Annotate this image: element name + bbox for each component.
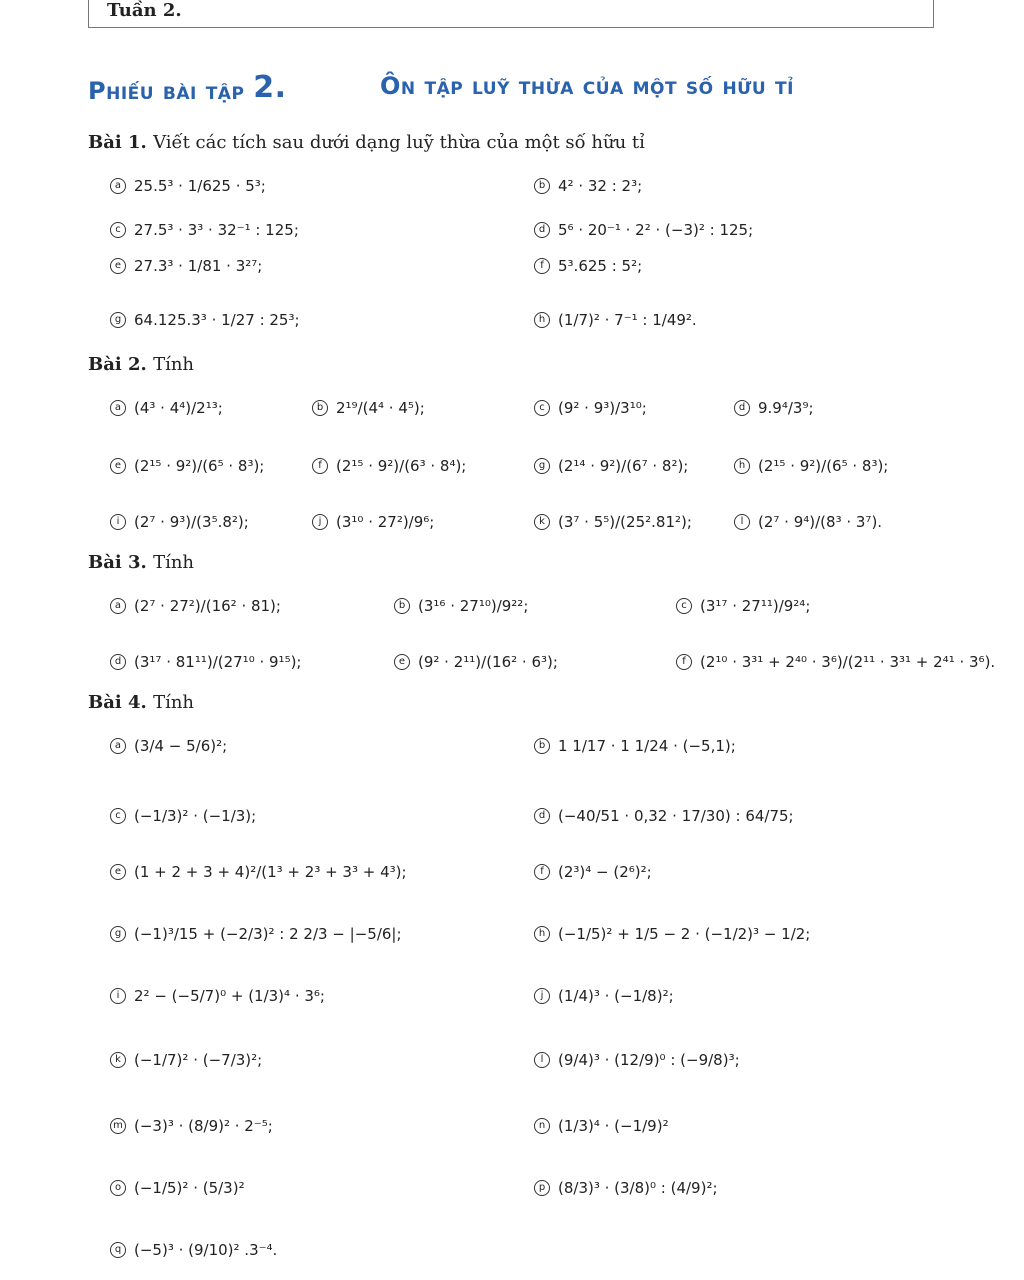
exercise-item [110, 502, 249, 542]
exercise-item [110, 796, 256, 836]
exercise-item [312, 388, 425, 428]
item-letter-badge: h [734, 458, 750, 474]
math-expression: 4² · 32 : 2³; [558, 177, 643, 195]
math-expression: 2¹⁹/(4⁴ · 4⁵); [336, 399, 425, 417]
exercise-item [110, 300, 300, 340]
item-letter-badge: c [676, 598, 692, 614]
math-expression: (2⁷ · 9³)/(3⁵.8²); [134, 513, 249, 531]
exercise-item [110, 976, 325, 1016]
item-letter-badge: c [534, 400, 550, 416]
exercise-item [534, 914, 810, 954]
math-expression: (1/7)² · 7⁻¹ : 1/49². [558, 311, 697, 329]
math-expression: 27.3³ · 1/81 · 3²⁷; [134, 257, 263, 275]
item-letter-badge: a [110, 738, 126, 754]
worksheet-title [88, 72, 938, 112]
exercise-3-heading: Bài 3. Tính [88, 552, 195, 573]
math-expression: 25.5³ · 1/625 · 5³; [134, 177, 266, 195]
item-letter-badge: g [110, 926, 126, 942]
item-letter-badge: e [394, 654, 410, 670]
exercise-item [110, 1230, 277, 1270]
item-letter-badge: o [110, 1180, 126, 1196]
exercise-item [534, 388, 647, 428]
math-expression: 64.125.3³ · 1/27 : 25³; [134, 311, 300, 329]
math-expression: (−1/7)² · (−7/3)²; [134, 1051, 263, 1069]
exercise-item [312, 502, 434, 542]
item-letter-badge: d [534, 222, 550, 238]
exercise-item [110, 726, 227, 766]
item-letter-badge: b [394, 598, 410, 614]
math-expression: 9.9⁴/3⁹; [758, 399, 814, 417]
exercise-item [534, 852, 652, 892]
exercise-item [110, 166, 266, 206]
math-expression: (−1)³/15 + (−2/3)² : 2 2/3 − |−5/6|; [134, 925, 402, 943]
exercise-4-heading: Bài 4. Tính [88, 692, 195, 713]
exercise-item [110, 1168, 245, 1208]
item-letter-badge: q [110, 1242, 126, 1258]
item-letter-badge: f [534, 864, 550, 880]
math-expression: (9² · 2¹¹)/(16² · 6³); [418, 653, 558, 671]
math-expression: (9/4)³ · (12/9)⁰ : (−9/8)³; [558, 1051, 740, 1069]
item-letter-badge: k [534, 514, 550, 530]
exercise-item [394, 586, 528, 626]
math-expression: (9² · 9³)/3¹⁰; [558, 399, 647, 417]
item-letter-badge: k [110, 1052, 126, 1068]
math-expression: (3¹⁷ · 81¹¹)/(27¹⁰ · 9¹⁵); [134, 653, 302, 671]
item-letter-badge: l [534, 1052, 550, 1068]
exercise-item [534, 210, 753, 250]
exercise-item [110, 642, 302, 682]
exercise-item [110, 446, 264, 486]
item-letter-badge: g [110, 312, 126, 328]
exercise-item [534, 726, 736, 766]
item-letter-badge: h [534, 312, 550, 328]
item-letter-badge: g [534, 458, 550, 474]
item-letter-badge: d [734, 400, 750, 416]
math-expression: (3¹⁶ · 27¹⁰)/9²²; [418, 597, 529, 615]
math-expression: (2¹⁰ · 3³¹ + 2⁴⁰ · 3⁶)/(2¹¹ · 3³¹ + 2⁴¹ · 3⁶). [700, 653, 996, 671]
exercise-item [734, 502, 882, 542]
worksheet-topic: Ôn tập luỹ thừa của một số hữu tỉ [380, 72, 794, 100]
math-expression: (1/4)³ · (−1/8)²; [558, 987, 674, 1005]
exercise-item [110, 852, 407, 892]
math-expression: (2¹⁵ · 9²)/(6⁵ · 8³); [758, 457, 889, 475]
exercise-item [734, 388, 814, 428]
item-letter-badge: m [110, 1118, 126, 1134]
item-letter-badge: e [110, 864, 126, 880]
exercise-item [534, 1106, 669, 1146]
item-letter-badge: d [110, 654, 126, 670]
exercise-item [534, 976, 674, 1016]
item-letter-badge: j [534, 988, 550, 1004]
math-expression: (−1/5)² + 1/5 − 2 · (−1/2)³ − 1/2; [558, 925, 811, 943]
item-letter-badge: p [534, 1180, 550, 1196]
item-letter-badge: f [312, 458, 328, 474]
math-expression: (1/3)⁴ · (−1/9)² [558, 1117, 669, 1135]
week-box [88, 0, 934, 28]
item-letter-badge: d [534, 808, 550, 824]
math-expression: (3¹⁰ · 27²)/9⁶; [336, 513, 435, 531]
exercise-item [676, 642, 995, 682]
item-letter-badge: n [534, 1118, 550, 1134]
item-letter-badge: i [110, 514, 126, 530]
worksheet-number: Phiếu bài tập 2. [88, 70, 287, 105]
exercise-item [312, 446, 466, 486]
exercise-item [110, 210, 299, 250]
item-letter-badge: b [312, 400, 328, 416]
item-letter-badge: i [110, 988, 126, 1004]
math-expression: (3/4 − 5/6)²; [134, 737, 228, 755]
exercise-1-heading: Bài 1. Viết các tích sau dưới dạng luỹ thừa của một số hữu tỉ [88, 132, 645, 153]
exercise-item [110, 914, 402, 954]
exercise-item [534, 502, 692, 542]
exercise-item [534, 166, 642, 206]
exercise-item [394, 642, 558, 682]
math-expression: (−1/5)² · (5/3)² [134, 1179, 245, 1197]
exercise-item [110, 246, 262, 286]
item-letter-badge: c [110, 808, 126, 824]
math-expression: (−3)³ · (8/9)² · 2⁻⁵; [134, 1117, 273, 1135]
math-expression: 5³.625 : 5²; [558, 257, 643, 275]
week-label: Tuần 2. [107, 0, 182, 21]
exercise-item [676, 586, 810, 626]
exercise-item [534, 796, 794, 836]
math-expression: 5⁶ · 20⁻¹ · 2² · (−3)² : 125; [558, 221, 754, 239]
item-letter-badge: h [534, 926, 550, 942]
item-letter-badge: a [110, 598, 126, 614]
exercise-item [534, 1040, 740, 1080]
exercise-2-heading: Bài 2. Tính [88, 354, 195, 375]
item-letter-badge: f [534, 258, 550, 274]
math-expression: (2¹⁵ · 9²)/(6⁵ · 8³); [134, 457, 265, 475]
item-letter-badge: e [110, 458, 126, 474]
exercise-item [534, 446, 688, 486]
exercise-item [110, 1106, 273, 1146]
item-letter-badge: a [110, 178, 126, 194]
exercise-item [110, 388, 223, 428]
math-expression: (2³)⁴ − (2⁶)²; [558, 863, 652, 881]
item-letter-badge: b [534, 178, 550, 194]
item-letter-badge: b [534, 738, 550, 754]
item-letter-badge: e [110, 258, 126, 274]
math-expression: (8/3)³ · (3/8)⁰ : (4/9)²; [558, 1179, 718, 1197]
math-expression: 2² − (−5/7)⁰ + (1/3)⁴ · 3⁶; [134, 987, 325, 1005]
exercise-item [534, 246, 642, 286]
math-expression: (−1/3)² · (−1/3); [134, 807, 257, 825]
math-expression: (−40/51 · 0,32 · 17/30) : 64/75; [558, 807, 794, 825]
math-expression: (2⁷ · 27²)/(16² · 81); [134, 597, 281, 615]
item-letter-badge: f [676, 654, 692, 670]
exercise-item [110, 1040, 262, 1080]
math-expression: (4³ · 4⁴)/2¹³; [134, 399, 223, 417]
math-expression: (−5)³ · (9/10)² .3⁻⁴. [134, 1241, 278, 1259]
math-expression: (3¹⁷ · 27¹¹)/9²⁴; [700, 597, 811, 615]
exercise-item [734, 446, 888, 486]
math-expression: (3⁷ · 5⁵)/(25².81²); [558, 513, 692, 531]
item-letter-badge: j [312, 514, 328, 530]
math-expression: (1 + 2 + 3 + 4)²/(1³ + 2³ + 3³ + 4³); [134, 863, 407, 881]
math-expression: 1 1/17 · 1 1/24 · (−5,1); [558, 737, 736, 755]
exercise-item [110, 586, 281, 626]
exercise-item [534, 1168, 718, 1208]
item-letter-badge: l [734, 514, 750, 530]
item-letter-badge: c [110, 222, 126, 238]
math-expression: (2⁷ · 9⁴)/(8³ · 3⁷). [758, 513, 883, 531]
math-expression: 27.5³ · 3³ · 32⁻¹ : 125; [134, 221, 299, 239]
item-letter-badge: a [110, 400, 126, 416]
math-expression: (2¹⁴ · 9²)/(6⁷ · 8²); [558, 457, 689, 475]
exercise-item [534, 300, 697, 340]
math-expression: (2¹⁵ · 9²)/(6³ · 8⁴); [336, 457, 467, 475]
